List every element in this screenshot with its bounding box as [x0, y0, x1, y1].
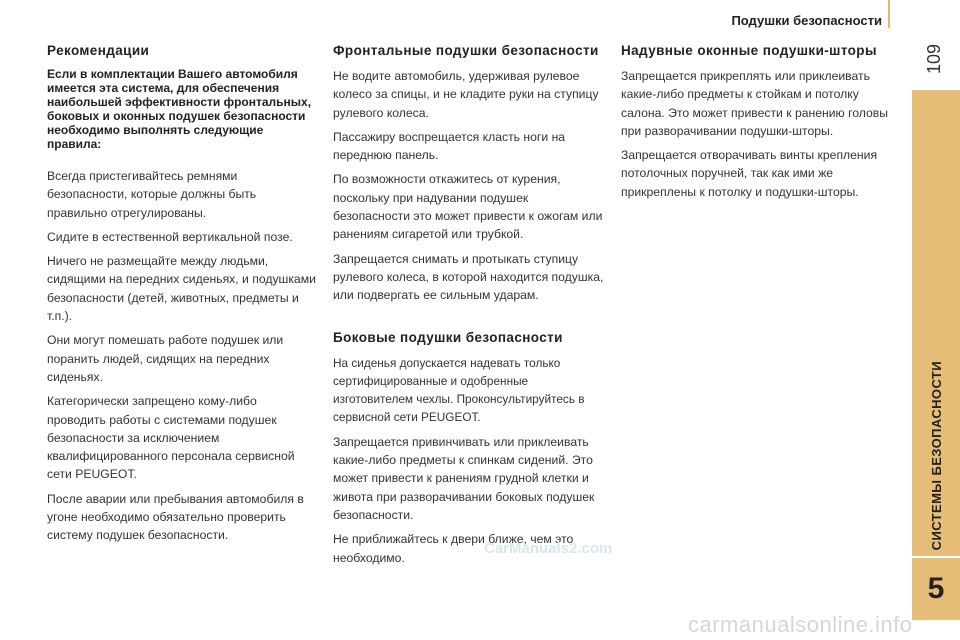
paragraph: Запрещается прикреплять или приклеивать какие-либо предметы к стойкам и потолку салона. Это может привести к ранению головы при разворачивании подушки-шторы. — [621, 69, 889, 138]
paragraph: Сидите в естественной вертикальной позе. — [47, 229, 293, 244]
paragraph: Они могут помешать работе подушек или поранить людей, сидящих на передних сиденьях. — [47, 333, 284, 384]
page-header-title: Подушки безопасности — [731, 13, 882, 28]
watermark-carmanualsonline: carmanualsonline.info — [688, 612, 913, 637]
front-airbags-heading: Фронтальные подушки безопасности — [333, 43, 599, 58]
paragraph: Запрещается снимать и протыкать ступицу рулевого колеса, в которой находится подушка, или подвергать ее сильным ударам. — [333, 251, 604, 303]
side-airbags-heading: Боковые подушки безопасности — [333, 329, 563, 345]
page-number: 109 — [924, 44, 944, 75]
column-recommendations — [47, 42, 317, 551]
paragraph: Не водите автомобиль, удерживая рулевое колесо за спицы, и не кладите руки на ступицу рулевого колеса. — [333, 69, 599, 120]
column-curtain-airbags — [621, 42, 901, 207]
header-divider — [888, 0, 890, 28]
paragraph: После аварии или пребывания автомобиля в угоне необходимо обязательно проверить систему подушек безопасности. — [47, 491, 304, 543]
chapter-number: 5 — [912, 556, 960, 620]
paragraph: Запрещается привинчивать или приклеивать какие-либо предметы к спинкам сидений. Это может привести к ранениям грудной клетки и живота при разворачивании боковых подушек безопасности. — [333, 434, 595, 522]
paragraph: Всегда пристегивайтесь ремнями безопасности, которые должны быть правильно отрегулированы. — [47, 169, 257, 220]
paragraph: По возможности откажитесь от курения, поскольку при надувании подушек безопасности это может привести к ожогам или ранениям сигаретой или трубкой. — [333, 172, 603, 242]
section-side-tab-label: СИСТЕМЫ БЕЗОПАСНОСТИ — [928, 360, 944, 550]
paragraph: Пассажиру воспрещается класть ноги на переднюю панель. — [333, 129, 566, 163]
watermark-carmanuals2: CarManuals2.com — [484, 540, 613, 557]
paragraph: Ничего не размещайте между людьми, сидящими на передних сиденьях, и подушками безопасности (детей, животных, предметы и т.п.). — [47, 254, 316, 324]
column-front-side-airbags — [333, 42, 605, 573]
paragraph: На сиденья допускается надевать только сертифицированные и одобренные изготовителем чехлы. Проконсультируйтесь в сервисной сети PEUGEOT. — [333, 355, 585, 425]
recommendations-lead: Если в комплектации Вашего автомобиля имеется эта система, для обеспечения наибольшей эффективности фронтальных, боковых и оконных подушек безопасности необходимо выполнять следующие правила: — [47, 67, 312, 151]
section-side-tab-label-wrap — [912, 90, 960, 550]
paragraph: Не приближайтесь к двери ближе, чем это необходимо. — [333, 532, 574, 565]
paragraph: Запрещается отворачивать винты крепления потолочных поручней, так как ими же прикреплены к потолку и подушки-шторы. — [621, 148, 878, 199]
recommendations-heading: Рекомендации — [47, 43, 150, 58]
paragraph: Категорически запрещено кому-либо проводить работы с системами подушек безопасности за исключением квалифицированного персонала сервисной сети PEUGEOT. — [47, 394, 295, 482]
curtain-airbags-heading: Надувные оконные подушки-шторы — [621, 43, 877, 58]
